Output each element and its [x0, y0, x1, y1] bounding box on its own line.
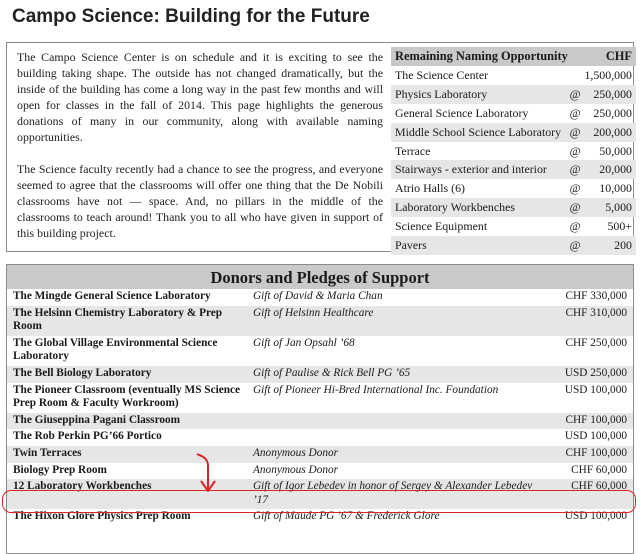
donor-amount: CHF 250,000 [565, 336, 627, 349]
donor-gift: Gift of Pioneer Hi-Bred International Inc. Foundation [253, 383, 499, 396]
donor-gift: Gift of Helsinn Healthcare [253, 306, 374, 319]
naming-row-name: Atrio Halls (6) [395, 181, 466, 196]
naming-row-amount: 250,000 [585, 85, 636, 104]
donor-amount: USD 250,000 [564, 366, 627, 379]
naming-row-at: @ [569, 143, 581, 158]
naming-row [391, 160, 636, 179]
donor-amount: CHF 310,000 [565, 306, 627, 319]
donor-name: 12 Laboratory Workbenches [13, 480, 152, 493]
naming-row [391, 198, 636, 217]
donor-name: Biology Prep Room [13, 463, 107, 476]
donor-name: The Pioneer Classroom (eventually MS Science Prep Room & Faculty Workroom) [13, 383, 241, 410]
page-title: Campo Science: Building for the Future [12, 6, 370, 27]
intro-paragraph-1: The Campo Science Center is on schedule and it is exciting to see the building taking shape. The outside has not changed dramatically, but the inside of the building has come a long way in the past few months and will open for classes in the fall of 2014. This page highlights the generous donations of many in our community, along with available naming opportunities. [17, 50, 383, 144]
naming-row-amount: 5,000 [585, 198, 636, 217]
naming-row [391, 236, 636, 255]
intro-text [17, 49, 383, 257]
naming-row-name: Physics Laboratory [391, 85, 565, 104]
naming-row-at: @ [565, 160, 585, 179]
donors-heading: Donors and Pledges of Support [7, 265, 633, 289]
naming-row-amount: 250,000 [593, 105, 632, 120]
donor-row [7, 446, 633, 463]
naming-row-amount: 500+ [607, 219, 632, 234]
naming-row-at: @ [569, 219, 581, 234]
naming-row-name: Science Equipment [395, 219, 488, 234]
donor-amount: CHF 100,000 [565, 413, 627, 426]
naming-row-name: General Science Laboratory [395, 105, 529, 120]
donor-gift [249, 429, 539, 446]
naming-row [391, 66, 636, 85]
donor-amount: CHF 60,000 [571, 463, 627, 476]
naming-header-label: Remaining Naming Opportunity [391, 47, 585, 66]
naming-row-name: Laboratory Workbenches [391, 198, 565, 217]
naming-row [391, 142, 636, 161]
naming-row [391, 217, 636, 236]
donor-name: The Bell Biology Laboratory [13, 366, 152, 379]
donor-row-highlighted [7, 479, 633, 509]
donor-row [7, 383, 633, 413]
donor-amount: CHF 60,000 [571, 480, 627, 493]
donor-gift [249, 413, 539, 430]
naming-row-name: Stairways - exterior and interior [391, 160, 565, 179]
donor-row [7, 366, 633, 383]
donor-amount: CHF 100,000 [565, 446, 627, 459]
naming-row [391, 85, 636, 104]
donor-row [7, 509, 633, 526]
naming-row-name: Middle School Science Laboratory [391, 123, 565, 142]
naming-header-row [391, 47, 636, 66]
donor-gift: Gift of David & Maria Chan [253, 290, 383, 302]
donor-amount: USD 100,000 [564, 510, 627, 523]
donor-row [7, 336, 633, 366]
donor-row [7, 413, 633, 430]
naming-row-at: @ [565, 198, 585, 217]
donor-gift: Anonymous Donor [253, 446, 339, 459]
donor-gift: Anonymous Donor [253, 463, 339, 476]
donors-panel [6, 264, 634, 554]
naming-row-amount: 50,000 [599, 143, 632, 158]
donor-row [7, 429, 633, 446]
donor-name: The Global Village Environmental Science Laboratory [13, 336, 218, 363]
naming-header-currency: CHF [585, 47, 636, 66]
donor-gift: Gift of Igor Lebedev in honor of Sergey & Alexander Lebedev ’17 [253, 480, 533, 506]
intro-panel [6, 42, 634, 252]
donor-gift: Gift of Maude PG ’67 & Frederick Glore [253, 510, 440, 523]
donor-amount: CHF 330,000 [565, 290, 627, 302]
donor-name: The Mingde General Science Laboratory [13, 290, 211, 302]
donor-name: The Rob Perkin PG’66 Portico [13, 430, 162, 443]
naming-row-at: @ [565, 123, 585, 142]
naming-row-at: @ [565, 85, 585, 104]
donor-row [7, 306, 633, 336]
naming-row-amount: 1,500,000 [584, 67, 632, 82]
naming-row-amount: 20,000 [585, 160, 636, 179]
donor-name: Twin Terraces [13, 446, 82, 459]
naming-row-at: @ [565, 236, 585, 255]
donor-name: The Giuseppina Pagani Classroom [13, 413, 181, 426]
donor-amount: USD 100,000 [564, 430, 627, 443]
naming-row-at: @ [569, 181, 581, 196]
naming-row-name: The Science Center [395, 67, 489, 82]
naming-row-amount: 10,000 [599, 181, 632, 196]
naming-row-at: @ [569, 105, 581, 120]
naming-row-amount: 200,000 [585, 123, 636, 142]
naming-row-name: Pavers [391, 236, 565, 255]
naming-row [391, 104, 636, 123]
naming-row [391, 179, 636, 198]
donor-row [7, 463, 633, 480]
donor-amount: USD 100,000 [564, 383, 627, 396]
donor-gift: Gift of Paulise & Rick Bell PG ’65 [253, 366, 411, 379]
donor-gift: Gift of Jan Opsahl ’68 [253, 336, 355, 349]
naming-row-amount: 200 [585, 236, 636, 255]
donor-row [7, 289, 633, 306]
donor-name: The Hixon Glore Physics Prep Room [13, 510, 191, 523]
naming-row [391, 123, 636, 142]
intro-paragraph-2: The Science faculty recently had a chance to see the progress, and everyone seemed to agree that the classrooms will offer one thing that the De Nobili classrooms have not — space. And, no pillars in the middle of the classrooms to teach around! Thank you to all who have given in support of this building project. [17, 162, 383, 240]
naming-row-name: Terrace [395, 143, 431, 158]
donor-name: The Helsinn Chemistry Laboratory & Prep Room [13, 306, 223, 333]
naming-opportunities-table [391, 47, 636, 255]
